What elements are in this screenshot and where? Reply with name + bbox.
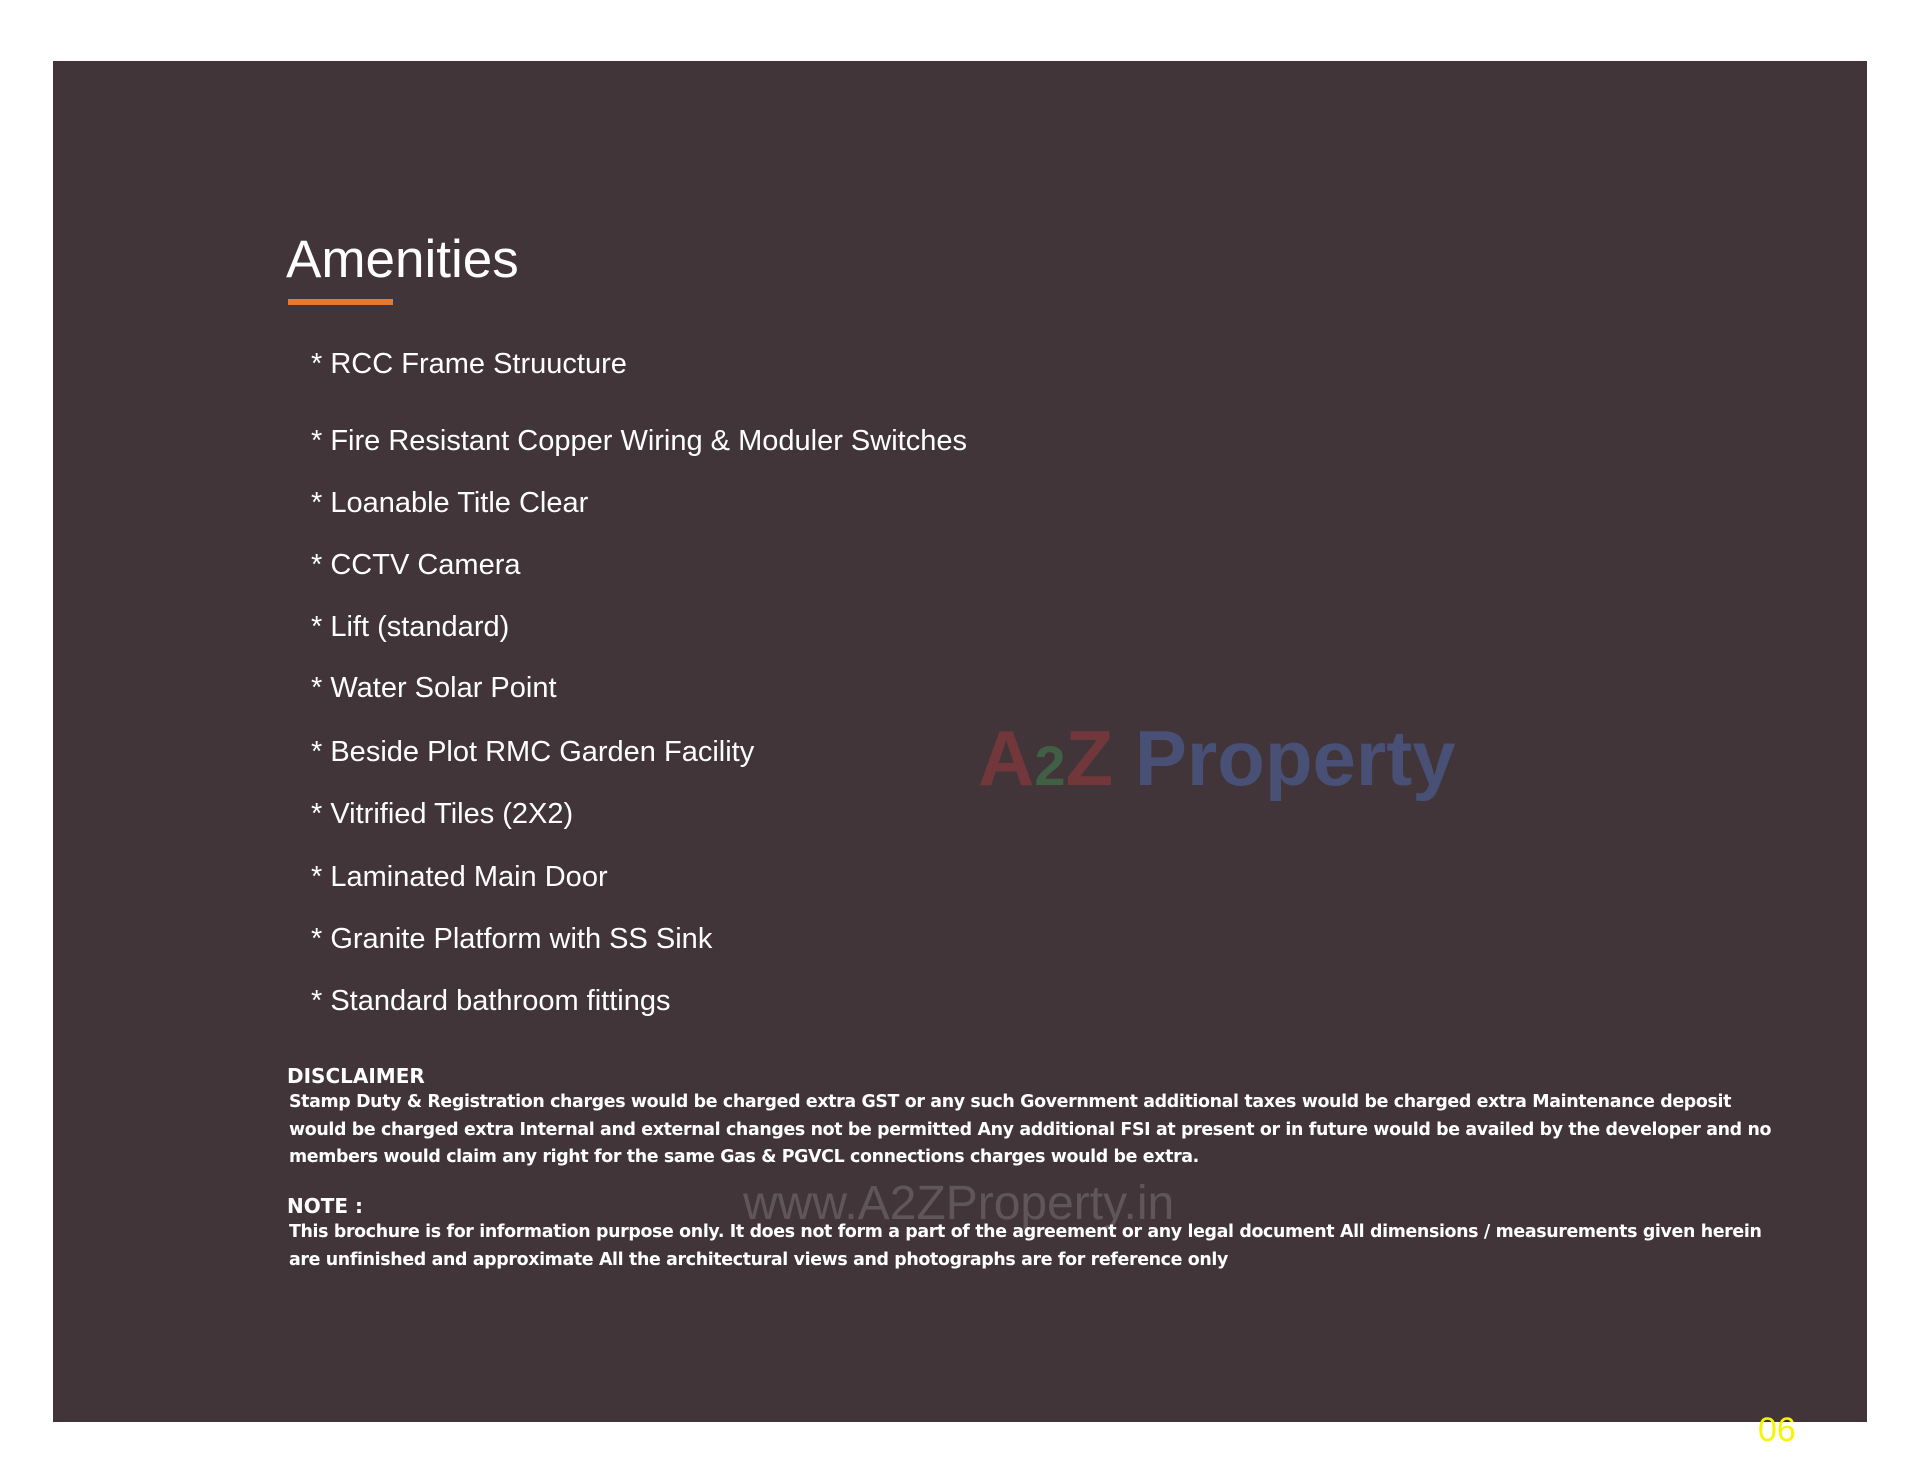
list-item: * Lift (standard): [311, 611, 510, 643]
list-item: * Laminated Main Door: [311, 861, 608, 893]
disclaimer-text: Stamp Duty & Registration charges would be charged extra GST or any such Government additional taxes would be charged extra Maintenance deposit would be charged extra Internal and external changes not be permitted Any additional FSI at present or in future would be availed by the developer and no members would claim any right for the same Gas & PGVCL connections charges would be extra.: [289, 1092, 1772, 1167]
note-heading: NOTE :: [287, 1194, 364, 1218]
list-item: * Loanable Title Clear: [311, 487, 589, 519]
list-item: * RCC Frame Struucture: [311, 348, 627, 380]
title-underline: [288, 299, 393, 305]
list-item: * Water Solar Point: [311, 672, 557, 704]
list-item: * Fire Resistant Copper Wiring & Moduler Switches: [311, 425, 967, 457]
list-item: * Standard bathroom fittings: [311, 985, 671, 1017]
list-item: * CCTV Camera: [311, 549, 521, 581]
list-item: * Granite Platform with SS Sink: [311, 923, 713, 955]
note-text: This brochure is for information purpose only. It does not form a part of the agreement or any legal document All dimensions / measurements given herein are unfinished and approximate All the architectural views and photographs are for reference only: [289, 1222, 1762, 1270]
list-item: * Vitrified Tiles (2X2): [311, 798, 574, 830]
page-number: 06: [1758, 1411, 1796, 1449]
disclaimer-heading: DISCLAIMER: [287, 1064, 425, 1088]
watermark: www.A2ZProperty.in: [743, 1177, 1175, 1230]
page-title: Amenities: [286, 230, 519, 289]
list-item: * Beside Plot RMC Garden Facility: [311, 736, 755, 768]
brochure-page: [53, 61, 1867, 1449]
a2z-property-logo: A2Z Property: [978, 714, 1456, 802]
